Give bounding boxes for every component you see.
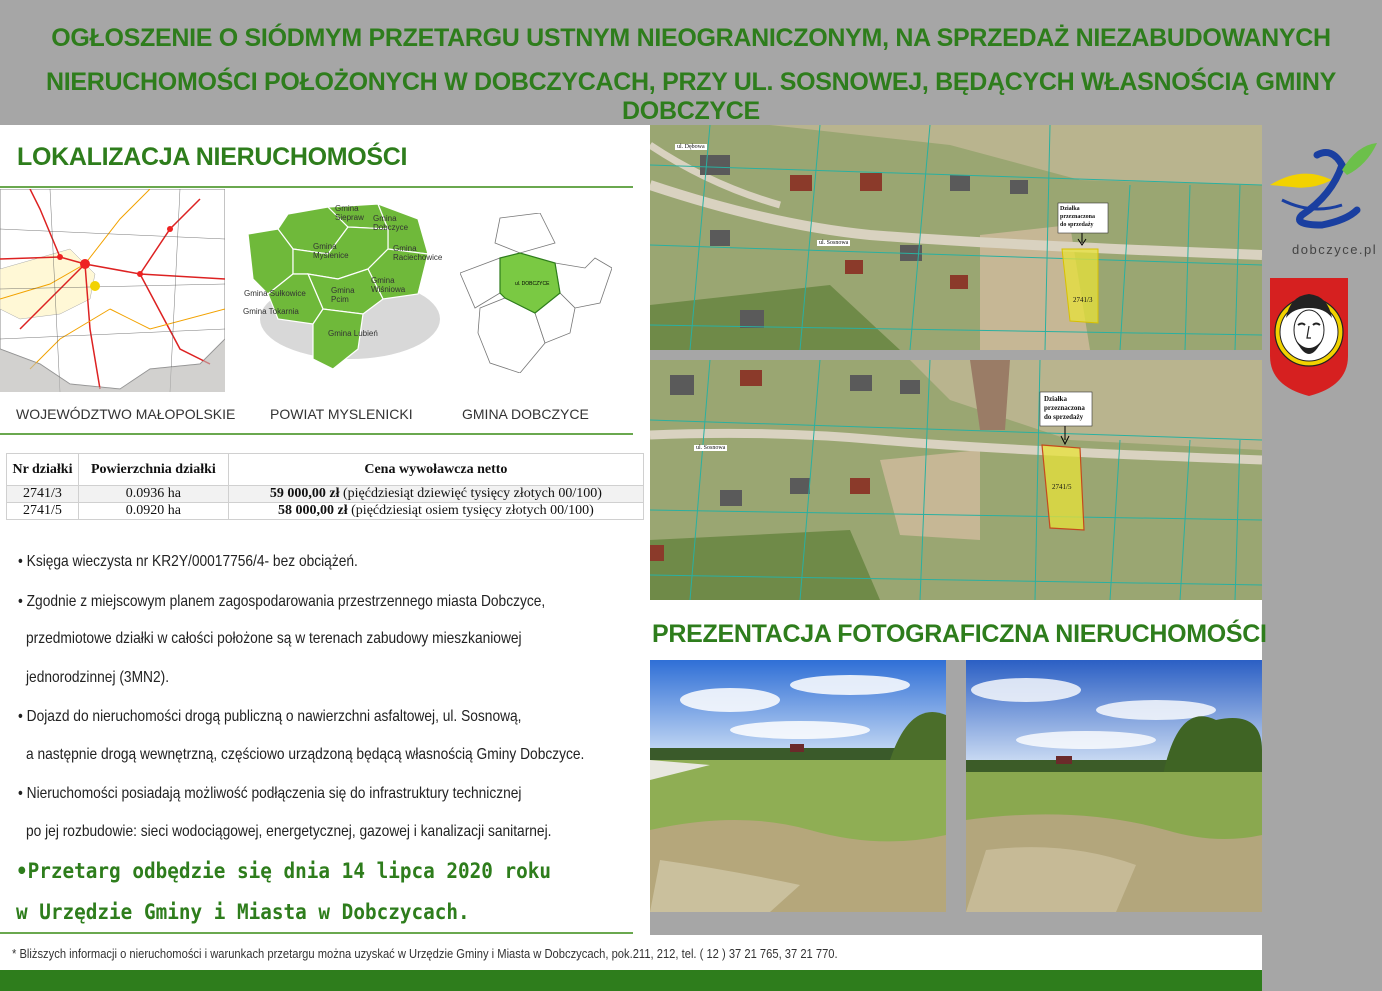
property-photo [650,660,946,912]
aerial-map-parcel-2741-3 [650,125,1262,350]
parcel-number-label: 2741/3 [1073,296,1093,304]
bullet-infrastructure: • Nieruchomości posiadają możliwość podłączenia się do infrastruktury technicznej [18,785,522,802]
parcel-price: 58 000,00 zł (pięćdziesiąt osiem tysięcy złotych 00/100) [228,503,643,520]
gmina-label: Gmina Sułkowice [244,289,306,298]
gmina-label: Gmina Wiśniowa [371,276,406,294]
table-row [7,503,644,520]
gmina-marker: ul. DOBCZYCE [515,281,550,287]
voivodeship-map [0,189,225,392]
map-label-powiat: POWIAT MYSLENICKI [270,406,413,422]
footnote-bar [0,935,1262,970]
gmina-map [460,213,612,373]
property-photo [966,660,1262,912]
section-divider [0,932,633,934]
section-divider [0,186,633,188]
bullet-access-road: • Dojazd do nieruchomości drogą publiczną o nawierzchni asfaltowej, ul. Sosnową, [18,708,522,725]
parcel-note: Działka przeznaczona do sprzedaży [1044,395,1085,421]
map-label-voivodeship: WOJEWÓDZTWO MAŁOPOLSKIE [16,406,236,422]
section-divider [0,433,633,435]
bullet-zoning-plan-cont: przedmiotowe działki w całości położone są w terenach zabudowy mieszkaniowej [26,630,522,647]
bullet-infrastructure-cont: po jej rozbudowie: sieci wodociągowej, energetycznej, gazowej i kanalizacji sanitarnej. [26,823,552,840]
parcel-area: 0.0920 ha [78,503,228,520]
gmina-label: Gmina Tokarnia [243,307,299,316]
street-label: ul. Dębowa [677,144,705,150]
powiat-map [238,199,456,379]
map-label-gmina: GMINA DOBCZYCE [462,406,589,422]
bullet-zoning-plan-cont: jednorodzinnej (3MN2). [26,669,170,686]
table-row [7,486,644,503]
parcel-number: 2741/5 [7,503,79,520]
gmina-label: Gmina Raciechowice [393,244,443,262]
gmina-label: Gmina Myślenice [313,242,349,260]
column-header-area: Powierzchnia działki [78,454,228,486]
column-header-price: Cena wywoławcza netto [228,454,643,486]
parcel-note: Działka przeznaczona do sprzedaży [1060,206,1095,228]
photo-section-title: PREZENTACJA FOTOGRAFICZNA NIERUCHOMOŚCI [652,620,1267,648]
gmina-label: Gmina Dobczyce [373,214,409,232]
bullet-access-road-cont: a następnie drogą wewnętrzną, częściowo urządzoną będącą własnością Gminy Dobczyce. [26,746,585,763]
bullet-land-register: • Księga wieczysta nr KR2Y/00017756/4- bez obciążeń. [18,553,358,570]
gmina-label: Gmina Siepraw [335,204,364,222]
parcel-price: 59 000,00 zł (pięćdziesiąt dziewięć tysięcy złotych 00/100) [228,486,643,503]
logo-wordmark: dobczyce.pl [1292,242,1378,257]
location-section-title: LOKALIZACJA NIERUCHOMOŚCI [17,143,408,171]
bottom-green-bar [0,970,1262,991]
left-panel [0,125,650,935]
street-label: ul. Sosnowa [696,445,726,451]
parcel-number: 2741/3 [7,486,79,503]
dobczyce-coat-of-arms [1270,278,1348,396]
bullet-zoning-plan: • Zgodnie z miejscowym planem zagospodarowania przestrzennego miasta Dobczyce, [18,593,546,610]
column-header-parcel: Nr działki [7,454,79,486]
photo-section [650,600,1267,660]
parcel-area: 0.0936 ha [78,486,228,503]
auction-place: w Urzędzie Gminy i Miasta w Dobczycach. [16,900,470,924]
parcel-number-label: 2741/5 [1052,483,1072,491]
announcement-title-line-2: NIERUCHOMOŚCI POŁOŻONYCH W DOBCZYCACH, PRZY UL. SOSNOWEJ, BĘDĄCYCH WŁASNOŚCIĄ GMINY DOBCZYCE [46,68,1336,125]
table-header-row [7,454,644,486]
auction-date: •Przetarg odbędzie się dnia 14 lipca 2020 roku [16,859,552,883]
street-label: ul. Sosnowa [819,240,849,246]
contact-footnote: * Bliższych informacji o nieruchomości i warunkach przetargu można uzyskać w Urzędzie Gminy i Miasta w Dobczycach, pok.211, 212, tel. ( 12 ) 37 21 765, 37 21 770. [12,946,838,961]
aerial-map-parcel-2741-5 [650,360,1262,600]
gmina-label: Gmina Pcim [331,286,355,304]
header-banner [0,0,1382,125]
announcement-title-line-1: OGŁOSZENIE O SIÓDMYM PRZETARGU USTNYM NIEOGRANICZONYM, NA SPRZEDAŻ NIEZABUDOWANYCH [51,24,1331,52]
gmina-label: Gmina Lubień [328,329,378,338]
dobczyce-logo [1262,125,1382,270]
price-table [6,453,644,520]
